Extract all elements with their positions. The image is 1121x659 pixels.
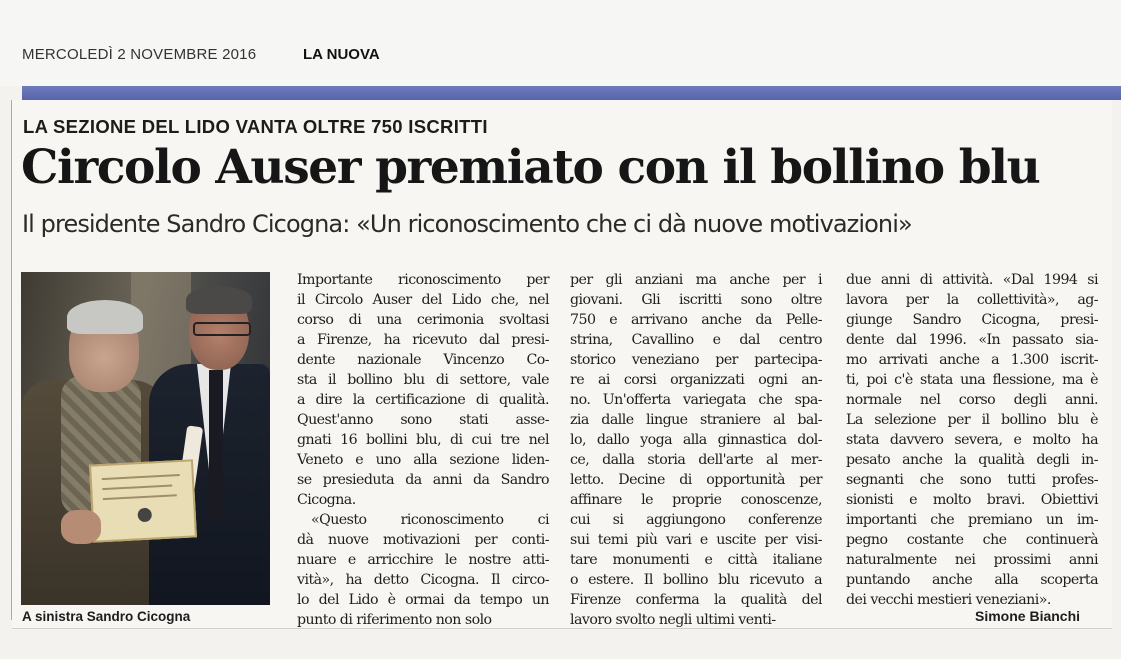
text-line: giovani. Gli iscritti sono oltre: [570, 292, 822, 308]
text-line: normale nel corso degli anni.: [846, 392, 1098, 408]
page-header: [0, 0, 1121, 86]
text-line: cui si aggiungono conferenze: [570, 512, 822, 528]
text-line: puntando anche alla scoperta: [846, 572, 1098, 588]
article-byline: Simone Bianchi: [975, 608, 1081, 624]
text-line: sta il bollino blu di settore, vale: [297, 372, 549, 388]
text-line: lo del Lido è ormai da tempo un: [297, 592, 549, 608]
article-column-3: [846, 270, 1098, 610]
text-line: Cicogna.: [297, 492, 356, 508]
text-line: strina, Cavallino e dal centro: [570, 332, 822, 348]
page-edge: [11, 100, 12, 620]
article-kicker: LA SEZIONE DEL LIDO VANTA OLTRE 750 ISCRITTI: [23, 116, 488, 137]
text-line: sionisti e molto bravi. Obiettivi: [846, 492, 1098, 508]
text-line: «Questo riconoscimento ci: [311, 512, 549, 528]
text-line: tare monumenti e città italiane: [570, 552, 822, 568]
text-line: due anni di attività. «Dal 1994 si: [846, 272, 1098, 288]
text-line: re ai corsi organizzati ogni an-: [570, 372, 822, 388]
text-line: se presieduta da anni da Sandro: [297, 472, 549, 488]
text-line: no. Un'offerta variegata che spa-: [570, 392, 822, 408]
text-line: per gli anziani ma anche per i: [570, 272, 822, 288]
text-line: il Circolo Auser del Lido che, nel: [297, 292, 549, 308]
text-line: importanti che premiano un im-: [846, 512, 1098, 528]
text-line: Quest'anno sono stati asse-: [297, 412, 549, 428]
text-line: ti, poi c'è stata una flessione, ma è: [846, 372, 1098, 388]
text-line: storico veneziano per partecipa-: [570, 352, 822, 368]
text-line: giunge Sandro Cicogna, presi-: [846, 312, 1098, 328]
text-line: naturalmente nei prossimi anni: [846, 552, 1098, 568]
text-line: nuare e arricchire le nostre atti-: [297, 552, 549, 568]
text-line: letto. Decine di opportunità per: [570, 472, 822, 488]
article-headline: Circolo Auser premiato con il bollino blu: [21, 140, 1040, 195]
text-line: dente nazionale Vincenzo Co-: [297, 352, 549, 368]
text-line: dente dal 1996. «In passato sia-: [846, 332, 1098, 348]
article-column-1: [297, 270, 549, 630]
text-line: pesato anche la qualità degli in-: [846, 452, 1098, 468]
issue-date: MERCOLEDÌ 2 NOVEMBRE 2016: [22, 46, 257, 63]
text-line: Veneto e uno alla sezione liden-: [297, 452, 549, 468]
text-line: lavoro svolto negli ultimi venti-: [570, 612, 776, 628]
text-line: o estere. Il bollino blu ricevuto a: [570, 572, 822, 588]
text-line: dei vecchi mestieri veneziani».: [846, 592, 1051, 608]
text-line: 750 e arrivano anche da Pelle-: [570, 312, 822, 328]
article-photo: [21, 272, 270, 605]
text-line: affinare le proprie conoscenze,: [570, 492, 822, 508]
text-line: pegno costante che continuerà: [846, 532, 1098, 548]
text-line: zia dalle lingue straniere al bal-: [570, 412, 822, 428]
header-rule: [22, 86, 1121, 100]
text-line: mo arrivati anche a 1.300 iscrit-: [846, 352, 1098, 368]
text-line: lavora per la collettività», ag-: [846, 292, 1098, 308]
text-line: Importante riconoscimento per: [297, 272, 549, 288]
text-line: gnati 16 bollini blu, di cui tre nel: [297, 432, 549, 448]
article-subhead: Il presidente Sandro Cicogna: «Un riconoscimento che ci dà nuove motivazioni»: [22, 210, 912, 238]
text-line: La selezione per il bollino blu è: [846, 412, 1098, 428]
text-line: vità», ha detto Cicogna. Il circo-: [297, 572, 549, 588]
text-line: ce, dalla storia dell'arte al mer-: [570, 452, 822, 468]
text-line: sui temi più vari e uscite per visi-: [570, 532, 822, 548]
text-line: corso di una cerimonia svoltasi: [297, 312, 549, 328]
text-line: a Firenze, ha ricevuto dal presi-: [297, 332, 549, 348]
text-line: dà nuove motivazioni per conti-: [297, 532, 549, 548]
text-line: Firenze conferma la qualità del: [570, 592, 822, 608]
text-line: lo, dallo yoga alla ginnastica dol-: [570, 432, 822, 448]
text-line: punto di riferimento non solo: [297, 612, 492, 628]
newspaper-name: LA NUOVA: [303, 46, 380, 63]
photo-caption: A sinistra Sandro Cicogna: [22, 609, 191, 624]
article-column-2: [570, 270, 822, 630]
text-line: segnanti che sono tutti profes-: [846, 472, 1098, 488]
text-line: stata davvero severa, e molto ha: [846, 432, 1098, 448]
bottom-rule: [12, 628, 1112, 629]
certificate: [89, 459, 197, 542]
text-line: a dire la certificazione di qualità.: [297, 392, 549, 408]
